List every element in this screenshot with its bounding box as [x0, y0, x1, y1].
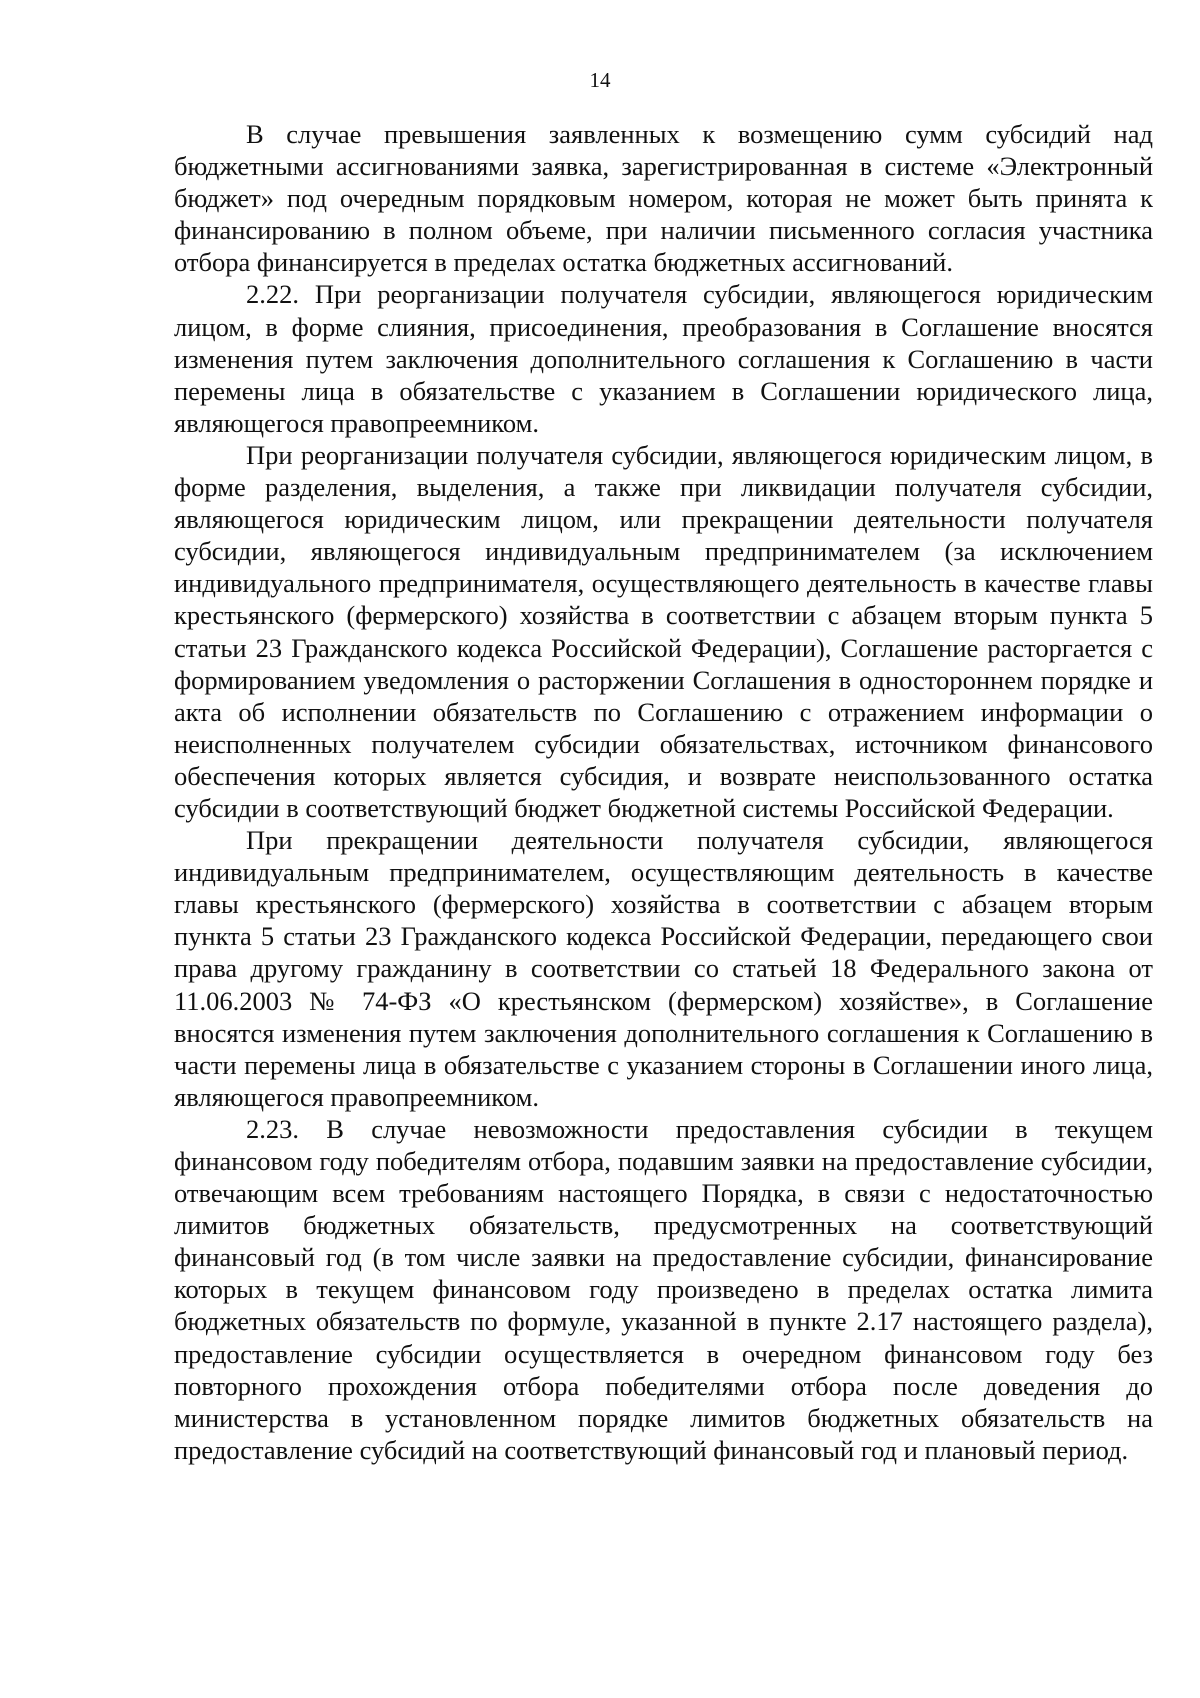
paragraph-2-23-insufficient-limits: 2.23. В случае невозможности предоставления субсидии в текущем финансовом году победителям отбора, подавшим заявки на предоставление субсидии, отвечающим всем требованиям настоящего Порядка, в связи с недостаточностью лимитов бюджетных обязательств, предусмотренных на соответствующий финансовый год (в том числе заявки на предоставление субсидии, финансирование которых в текущем финансовом году произведено в пределах остатка лимита бюджетных обязательств по формуле, указанной в пункте 2.17 настоящего раздела), предоставление субсидии осуществляется в очередном финансовом году без повторного прохождения отбора победителями отбора после доведения до министерства в установленном порядке лимитов бюджетных обязательств на предоставление субсидий на соответствующий финансовый год и плановый период. — [174, 1113, 1153, 1465]
paragraph-farm-head-transfer: При прекращении деятельности получателя субсидии, являющегося индивидуальным предпринимателем, осуществляющим деятельность в качестве главы крестьянского (фермерского) хозяйства в соответствии с абзацем вторым пункта 5 статьи 23 Гражданского кодекса Российской Федерации, передающего свои права другому гражданину в соответствии со статьей 18 Федерального закона от 11.06.2003 № 74-ФЗ «О крестьянском (фермерском) хозяйстве», в Соглашение вносятся изменения путем заключения дополнительного соглашения к Соглашению в части перемены лица в обязательстве с указанием стороны в Соглашении иного лица, являющегося правопреемником. — [174, 825, 1153, 1112]
page-number: 14 — [589, 68, 611, 92]
paragraph-reorganization-termination: При реорганизации получателя субсидии, являющегося юридическим лицом, в форме разделения, выделения, а также при ликвидации получателя субсидии, являющегося юридическим лицом, или прекращении деятельности получателя субсидии, являющегося индивидуальным предпринимателем (за исключением индивидуального предпринимателя, осуществляющего деятельность в качестве главы крестьянского (фермерского) хозяйства в соответствии с абзацем вторым пункта 5 статьи 23 Гражданского кодекса Российской Федерации), Соглашение расторгается с формированием уведомления о расторжении Соглашения в одностороннем порядке и акта об исполнении обязательств по Соглашению с отражением информации о неисполненных получателем субсидии обязательствах, источником финансового обеспечения которых является субсидия, и возврате неиспользованного остатка субсидии в соответствующий бюджет бюджетной системы Российской Федерации. — [174, 439, 1153, 823]
paragraph-2-22-reorganization: 2.22. При реорганизации получателя субсидии, являющегося юридическим лицом, в форме слияния, присоединения, преобразования в Соглашение вносятся изменения путем заключения дополнительного соглашения к Соглашению в части перемены лица в обязательстве с указанием в Соглашении юридического лица, являющегося правопреемником. — [174, 279, 1153, 438]
paragraph-budget-excess: В случае превышения заявленных к возмещению сумм субсидий над бюджетными ассигнованиями заявка, зарегистрированная в системе «Электронный бюджет» под очередным порядковым номером, которая не может быть принята к финансированию в полном объеме, при наличии письменного согласия участника отбора финансируется в пределах остатка бюджетных ассигнований. — [174, 119, 1153, 278]
document-body — [174, 118, 1153, 1466]
